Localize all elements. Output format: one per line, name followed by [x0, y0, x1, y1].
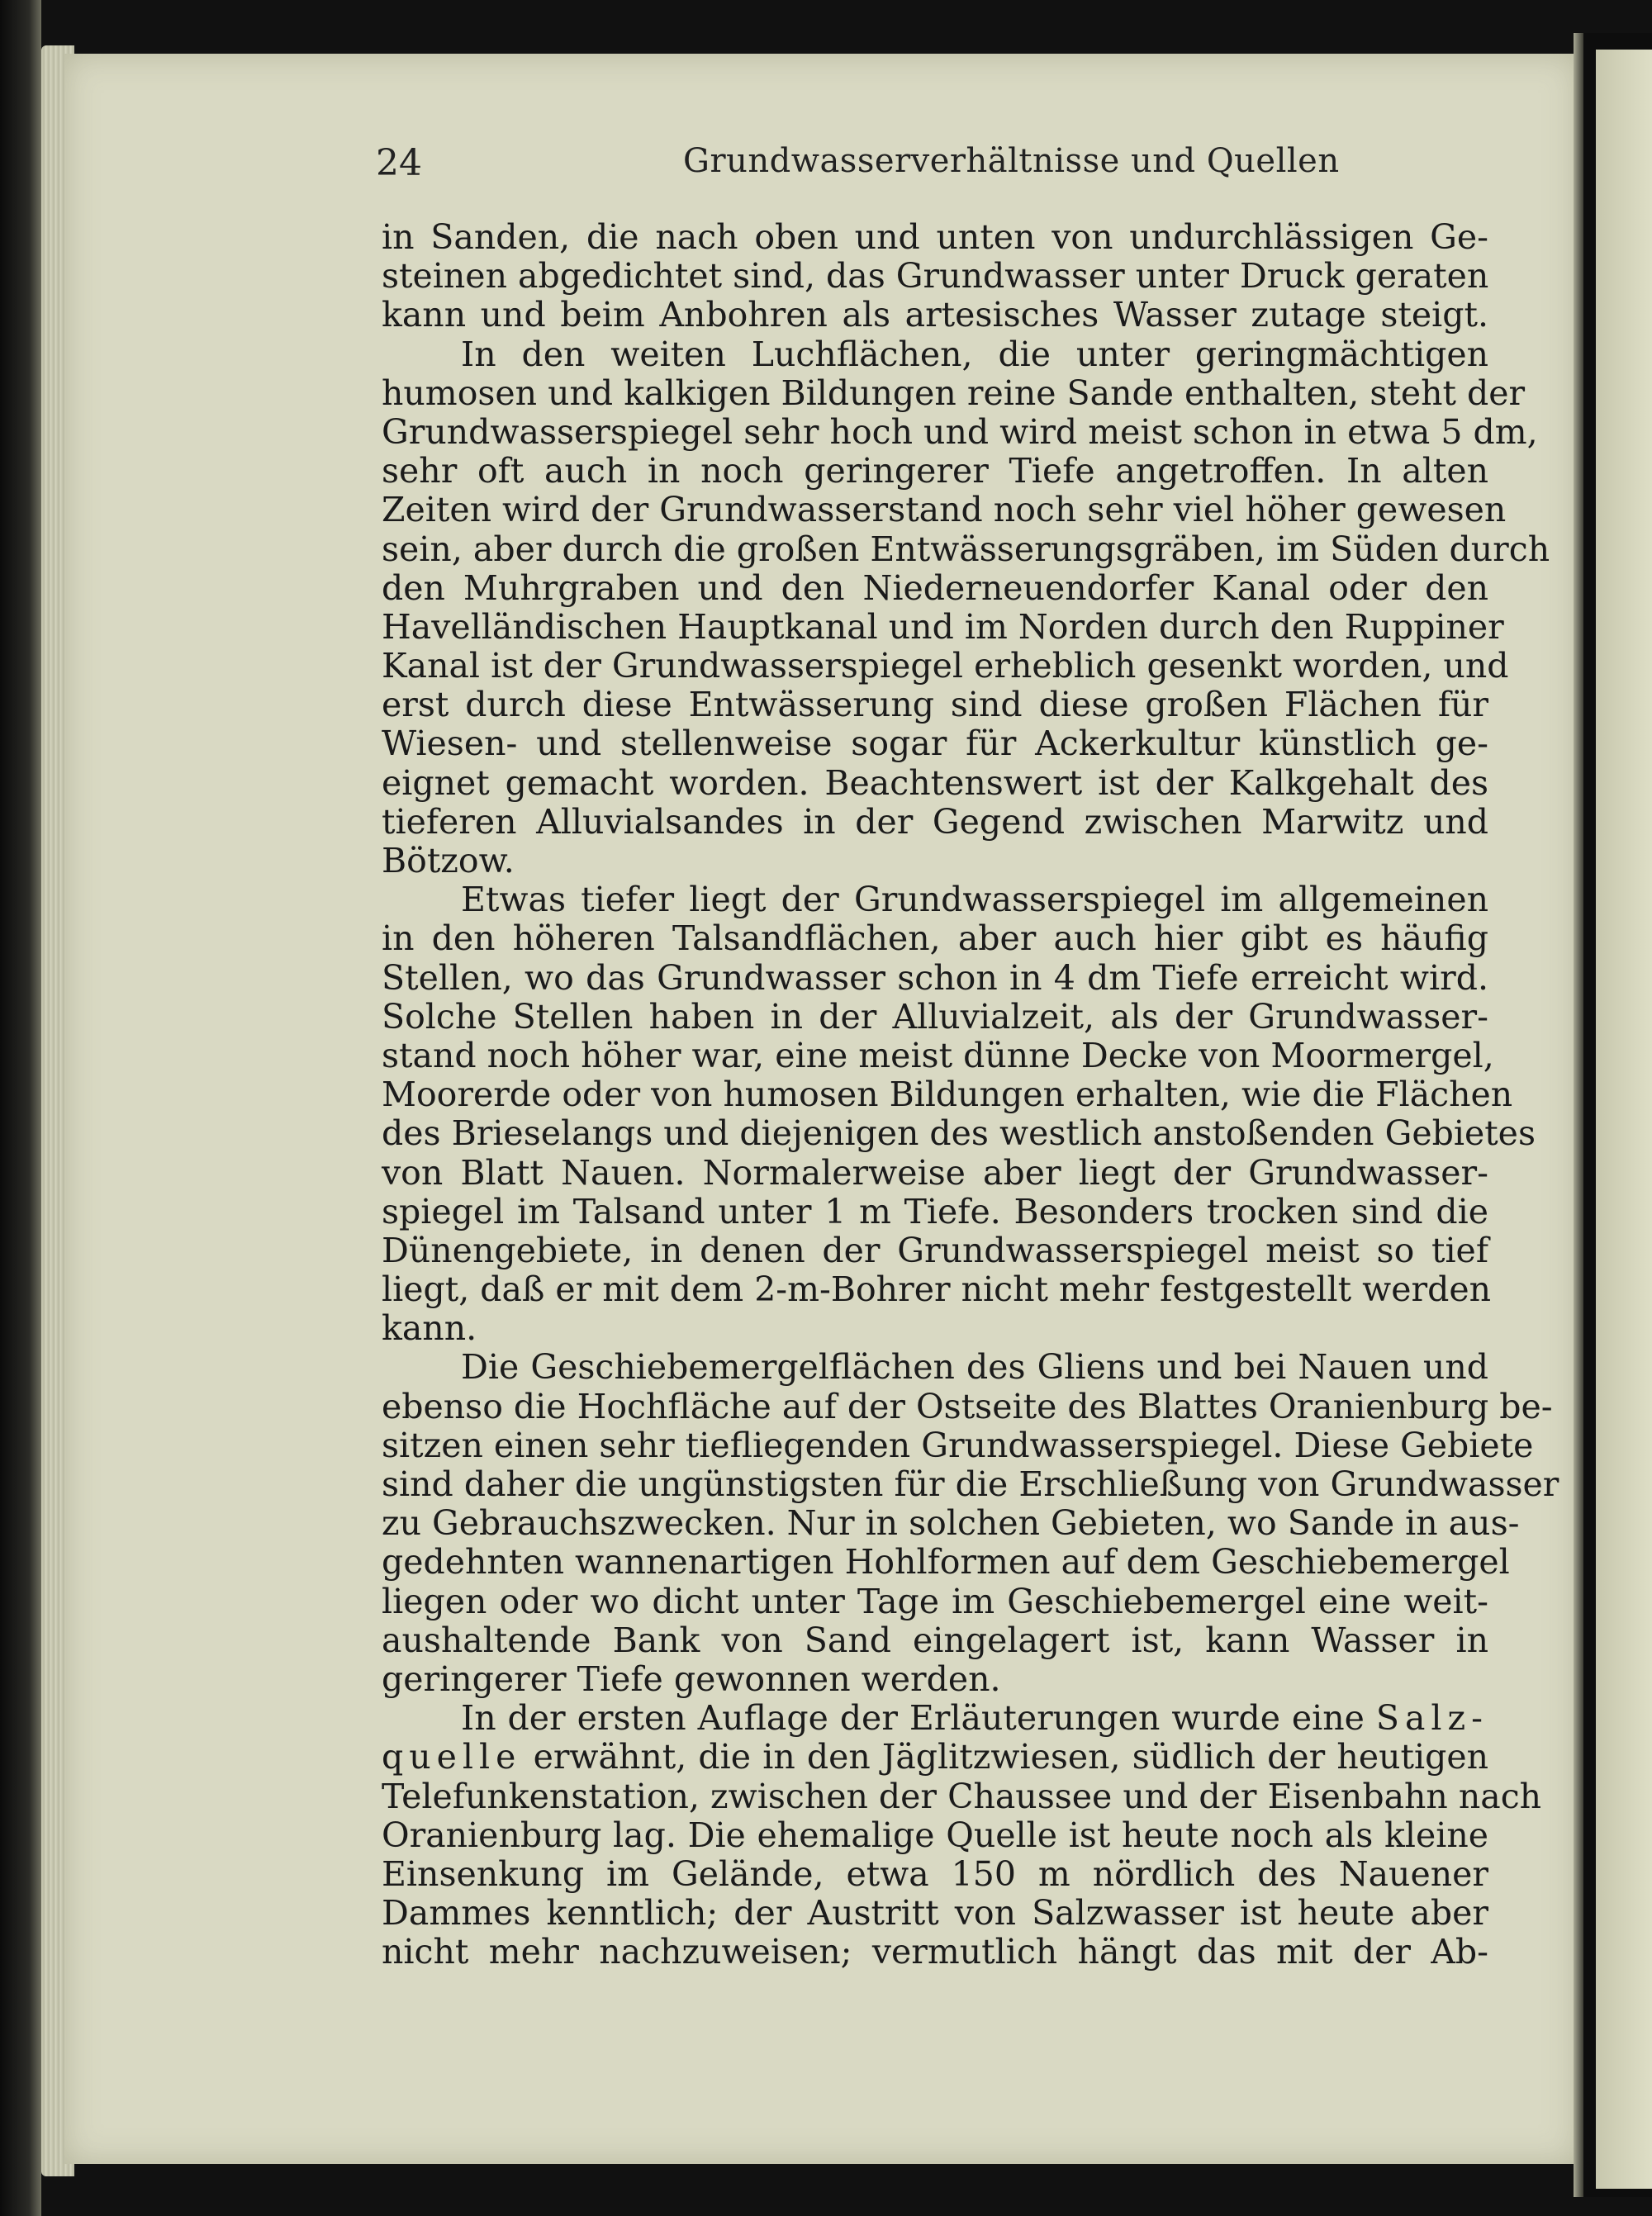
text-line: Moorerde oder von humosen Bildungen erhalten, wie die Flächen	[382, 1075, 1513, 1115]
text-line: Telefunkenstation, zwischen der Chaussee und der Eisenbahn nach	[382, 1776, 1542, 1816]
text-line: Solche Stellen haben in der Alluvialzeit, als der Grundwasser-	[382, 996, 1488, 1037]
running-header	[376, 142, 1491, 192]
text-line: humosen und kalkigen Bildungen reine Sande enthalten, steht der	[382, 372, 1526, 413]
facing-page-edge	[1596, 50, 1652, 2189]
text-line: gedehnten wannenartigen Hohlformen auf dem Geschiebemergel	[382, 1542, 1510, 1583]
spaced-term: quelle	[382, 1737, 522, 1777]
text-line: zu Gebrauchszwecken. Nur in solchen Gebieten, wo Sande in aus-	[382, 1503, 1520, 1544]
text-line: Grundwasserspiegel sehr hoch und wird meist schon in etwa 5 dm,	[382, 411, 1538, 452]
text-line: in den höheren Talsandflächen, aber auch hier gibt es häufig	[382, 918, 1488, 959]
text-line	[382, 1738, 1488, 1777]
text-line: sind daher die ungünstigsten für die Erschließung von Grundwasser	[382, 1464, 1559, 1504]
text-line: nicht mehr nachzuweisen; vermutlich hängt das mit der Ab-	[382, 1932, 1488, 1972]
text-line: Kanal ist der Grundwasserspiegel erheblich gesenkt worden, und	[382, 646, 1509, 686]
text-line	[382, 1699, 1488, 1738]
spaced-term: Salz-	[1375, 1698, 1488, 1739]
text-line: Havelländischen Hauptkanal und im Norden durch den Ruppiner	[382, 606, 1504, 647]
text-line: von Blatt Nauen. Normalerweise aber liegt der Grundwasser-	[382, 1152, 1488, 1193]
text-line: Wiesen- und stellenweise sogar für Ackerkultur künstlich ge-	[382, 724, 1488, 764]
text-fragment: In der ersten Auflage der Erläuterungen wurde eine	[461, 1698, 1365, 1739]
text-line: liegt, daß er mit dem 2-m-Bohrer nicht mehr festgestellt werden	[382, 1269, 1492, 1310]
text-line: den Muhrgraben und den Niederneuendorfer Kanal oder den	[382, 567, 1488, 608]
text-line: kann.	[382, 1308, 477, 1349]
text-line: Zeiten wird der Grundwasserstand noch sehr viel höher gewesen	[382, 490, 1507, 530]
text-line: sein, aber durch die großen Entwässerungsgräben, im Süden durch	[382, 529, 1550, 569]
text-line: aushaltende Bank von Sand eingelagert ist, kann Wasser in	[382, 1620, 1488, 1660]
text-line: des Brieselangs und diejenigen des westlich anstoßenden Gebietes	[382, 1113, 1536, 1154]
text-line: Einsenkung im Gelände, etwa 150 m nördlich des Nauener	[382, 1853, 1488, 1894]
text-line: Dünengebiete, in denen der Grundwasserspiegel meist so tief	[382, 1230, 1488, 1270]
text-line: Oranienburg lag. Die ehemalige Quelle ist heute noch als kleine	[382, 1815, 1488, 1855]
text-line: kann und beim Anbohren als artesisches Wasser zutage steigt.	[382, 295, 1488, 335]
text-line: sitzen einen sehr tiefliegenden Grundwasserspiegel. Diese Gebiete	[382, 1425, 1534, 1465]
page-number: 24	[376, 142, 422, 184]
text-line: liegen oder wo dicht unter Tage im Geschiebemergel eine weit-	[382, 1581, 1488, 1621]
text-line: tieferen Alluvialsandes in der Gegend zwischen Marwitz und	[382, 801, 1488, 842]
text-line: in Sanden, die nach oben und unten von undurchlässigen Ge-	[382, 217, 1488, 257]
text-line: Bötzow.	[382, 841, 515, 880]
scanner-background-left	[0, 0, 41, 2216]
text-line: ebenso die Hochfläche auf der Ostseite des Blattes Oranienburg be-	[382, 1386, 1553, 1426]
text-fragment: erwähnt, die in den Jäglitzwiesen, südlich der heutigen	[533, 1737, 1488, 1777]
text-line: erst durch diese Entwässerung sind diese großen Flächen für	[382, 685, 1488, 725]
text-line: stand noch höher war, eine meist dünne Decke von Moormergel,	[382, 1035, 1494, 1075]
running-title: Grundwasserverhältnisse und Quellen	[683, 142, 1340, 180]
text-line: In den weiten Luchflächen, die unter geringmächtigen	[461, 334, 1488, 374]
text-line: steinen abgedichtet sind, das Grundwasser unter Druck geraten	[382, 256, 1489, 297]
text-line: Stellen, wo das Grundwasser schon in 4 dm Tiefe erreicht wird.	[382, 957, 1488, 998]
body-text	[382, 217, 1559, 1972]
text-line: Dammes kenntlich; der Austritt von Salzwasser ist heute aber	[382, 1893, 1488, 1934]
text-line: spiegel im Talsand unter 1 m Tiefe. Besonders trocken sind die	[382, 1191, 1488, 1231]
text-line: Etwas tiefer liegt der Grundwasserspiegel im allgemeinen	[461, 880, 1488, 920]
text-line: eignet gemacht worden. Beachtenswert ist der Kalkgehalt des	[382, 762, 1488, 803]
text-line: sehr oft auch in noch geringerer Tiefe angetroffen. In alten	[382, 451, 1488, 491]
text-line: geringerer Tiefe gewonnen werden.	[382, 1658, 1001, 1699]
book-gutter	[1574, 33, 1583, 2197]
text-line: Die Geschiebemergelflächen des Gliens und bei Nauen und	[461, 1347, 1488, 1388]
